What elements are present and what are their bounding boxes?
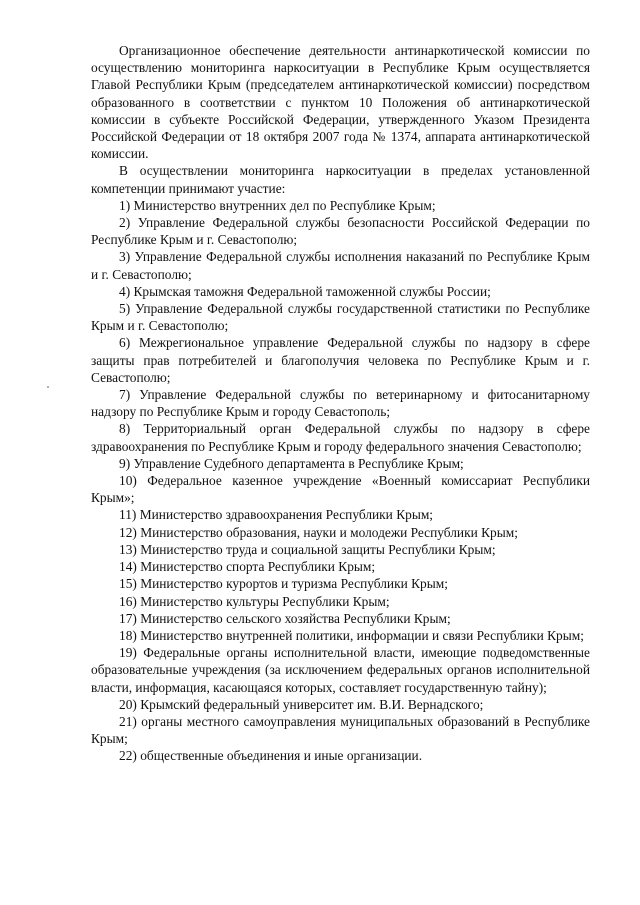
list-item: 14) Министерство спорта Республики Крым; xyxy=(119,559,376,575)
list-item: 19) Федеральные органы исполнительной власти, имеющие подведомственные образовательные учреждения (за исключением федеральных органов исполнительной власти, информация, касающаяся которых, составляет государственную тайну); xyxy=(91,645,590,695)
scan-speck xyxy=(47,386,49,388)
list-item: 20) Крымский федеральный университет им. В.И. Вернадского; xyxy=(119,696,484,712)
list-item: 17) Министерство сельского хозяйства Республики Крым; xyxy=(119,610,451,626)
list-item: 9) Управление Судебного департамента в Республике Крым; xyxy=(119,455,464,471)
list-item: 22) общественные объединения и иные организации. xyxy=(119,748,423,764)
list-item: 4) Крымская таможня Федеральной таможенной службы России; xyxy=(119,283,491,299)
list-item: 15) Министерство курортов и туризма Республики Крым; xyxy=(119,576,448,592)
list-item: 8) Территориальный орган Федеральной службы по надзору в сфере здравоохранения по Республике Крым и городу федерального значения Севастополю; xyxy=(91,421,590,454)
list-item: 11) Министерство здравоохранения Республики Крым; xyxy=(119,507,434,523)
document-body xyxy=(91,42,590,765)
list-item: 21) органы местного самоуправления муниципальных образований в Республике Крым; xyxy=(91,713,590,747)
list-item: 7) Управление Федеральной службы по ветеринарному и фитосанитарному надзору по Республике Крым и городу Севастополь; xyxy=(91,387,590,420)
list-item: 18) Министерство внутренней политики, информации и связи Республики Крым; xyxy=(119,627,584,643)
paragraph-intro: Организационное обеспечение деятельности антинаркотической комиссии по осуществлению мониторинга наркоситуации в Республике Крым осуществляется Главой Республики Крым (председателем антинаркотической комиссии) посредством образованного в соответствии с пунктом 10 Положения об антинаркотической комиссии в субъекте Российской Федерации, утвержденного Указом Президента Российской Федерации от 18 октября 2007 года № 1374, аппарата антинаркотической комиссии. xyxy=(91,43,590,162)
list-item: 6) Межрегиональное управление Федеральной службы по надзору в сфере защиты прав потребителей и благополучия человека по Республике Крым и г. Севастополю; xyxy=(91,335,590,385)
paragraph-participants: В осуществлении мониторинга наркоситуации в пределах установленной компетенции принимают участие: xyxy=(91,163,590,196)
list-item: 16) Министерство культуры Республики Крым; xyxy=(119,593,390,609)
list-item: 2) Управление Федеральной службы безопасности Российской Федерации по Республике Крым и г. Севастополю; xyxy=(91,215,590,248)
list-item: 3) Управление Федеральной службы исполнения наказаний по Республике Крым и г. Севастополю; xyxy=(91,249,590,282)
list-item: 5) Управление Федеральной службы государственной статистики по Республике Крым и г. Севастополю; xyxy=(91,301,590,334)
list-item: 10) Федеральное казенное учреждение «Военный комиссариат Республики Крым»; xyxy=(91,473,590,506)
list-item: 12) Министерство образования, науки и молодежи Республики Крым; xyxy=(119,524,518,540)
list-item: 13) Министерство труда и социальной защиты Республики Крым; xyxy=(119,541,496,557)
list-item: 1) Министерство внутренних дел по Республике Крым; xyxy=(119,197,436,213)
